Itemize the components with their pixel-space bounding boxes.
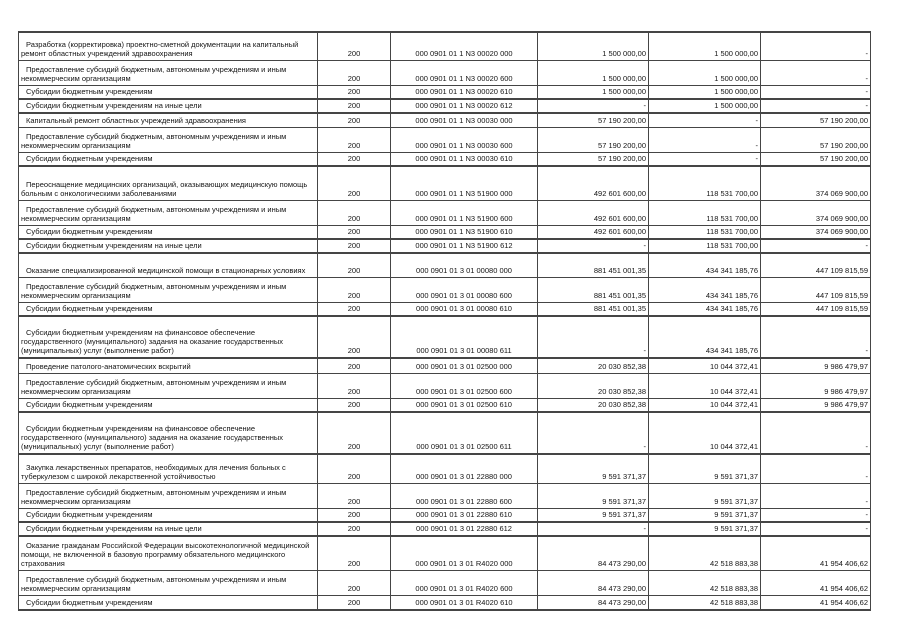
row-amount-3: - bbox=[761, 522, 871, 536]
row-amount-1: - bbox=[538, 316, 649, 358]
row-amount-3: 41 954 406,62 bbox=[761, 595, 871, 610]
row-description: Предоставление субсидий бюджетным, автономным учреждениям и иным некоммерческим организациям bbox=[19, 128, 318, 153]
row-amount-1: 881 451 001,35 bbox=[538, 253, 649, 278]
row-amount-2: 434 341 185,76 bbox=[649, 278, 761, 303]
table-row bbox=[19, 373, 871, 398]
row-description: Разработка (корректировка) проектно-сметной документации на капитальный ремонт областных учреждений здравоохранения bbox=[19, 32, 318, 60]
table-row bbox=[19, 200, 871, 225]
table-row bbox=[19, 253, 871, 278]
row-amount-1: 881 451 001,35 bbox=[538, 303, 649, 317]
row-amount-3: 374 069 900,00 bbox=[761, 166, 871, 200]
row-amount-1: 57 190 200,00 bbox=[538, 128, 649, 153]
row-description: Субсидии бюджетным учреждениям на иные цели bbox=[19, 522, 318, 536]
table-row bbox=[19, 113, 871, 128]
row-amount-3: - bbox=[761, 484, 871, 509]
row-amount-3: - bbox=[761, 60, 871, 85]
table-row bbox=[19, 128, 871, 153]
row-description: Субсидии бюджетным учреждениям на иные цели bbox=[19, 99, 318, 113]
table-row bbox=[19, 166, 871, 200]
row-description: Предоставление субсидий бюджетным, автономным учреждениям и иным некоммерческим организациям bbox=[19, 60, 318, 85]
table-row bbox=[19, 85, 871, 99]
row-line-code: 200 bbox=[318, 166, 391, 200]
row-amount-3: - bbox=[761, 32, 871, 60]
row-amount-1: 84 473 290,00 bbox=[538, 595, 649, 610]
row-line-code: 200 bbox=[318, 358, 391, 373]
table-row bbox=[19, 303, 871, 317]
table-row bbox=[19, 509, 871, 523]
row-amount-2: 42 518 883,38 bbox=[649, 595, 761, 610]
row-amount-3: - bbox=[761, 454, 871, 484]
table-row bbox=[19, 454, 871, 484]
row-kbk-code: 000 0901 01 1 N3 00020 000 bbox=[391, 32, 538, 60]
row-line-code: 200 bbox=[318, 128, 391, 153]
row-kbk-code: 000 0901 01 3 01 00080 610 bbox=[391, 303, 538, 317]
row-description: Предоставление субсидий бюджетным, автономным учреждениям и иным некоммерческим организациям bbox=[19, 570, 318, 595]
row-line-code: 200 bbox=[318, 113, 391, 128]
row-amount-2: 42 518 883,38 bbox=[649, 570, 761, 595]
row-kbk-code: 000 0901 01 1 N3 51900 610 bbox=[391, 225, 538, 239]
row-amount-1: - bbox=[538, 99, 649, 113]
row-amount-1: 492 601 600,00 bbox=[538, 200, 649, 225]
row-amount-2: 9 591 371,37 bbox=[649, 454, 761, 484]
row-kbk-code: 000 0901 01 3 01 00080 000 bbox=[391, 253, 538, 278]
row-description: Предоставление субсидий бюджетным, автономным учреждениям и иным некоммерческим организациям bbox=[19, 484, 318, 509]
row-line-code: 200 bbox=[318, 239, 391, 253]
row-amount-3: 57 190 200,00 bbox=[761, 128, 871, 153]
row-amount-3: 57 190 200,00 bbox=[761, 113, 871, 128]
row-amount-1: 1 500 000,00 bbox=[538, 60, 649, 85]
row-description: Оказание гражданам Российской Федерации высокотехнологичной медицинской помощи, не включенной в базовую программу обязательного медицинского страхования bbox=[19, 536, 318, 570]
row-amount-1: 881 451 001,35 bbox=[538, 278, 649, 303]
row-amount-2: 9 591 371,37 bbox=[649, 522, 761, 536]
table-row bbox=[19, 316, 871, 358]
row-amount-1: 84 473 290,00 bbox=[538, 536, 649, 570]
row-description: Субсидии бюджетным учреждениям bbox=[19, 153, 318, 167]
row-amount-2: 10 044 372,41 bbox=[649, 412, 761, 454]
table-row bbox=[19, 570, 871, 595]
row-amount-2: 10 044 372,41 bbox=[649, 358, 761, 373]
row-kbk-code: 000 0901 01 3 01 R4020 000 bbox=[391, 536, 538, 570]
row-line-code: 200 bbox=[318, 412, 391, 454]
row-amount-3: - bbox=[761, 316, 871, 358]
row-amount-2: 118 531 700,00 bbox=[649, 225, 761, 239]
row-amount-3: 41 954 406,62 bbox=[761, 536, 871, 570]
row-amount-1: 9 591 371,37 bbox=[538, 509, 649, 523]
row-kbk-code: 000 0901 01 3 01 22880 600 bbox=[391, 484, 538, 509]
row-kbk-code: 000 0901 01 1 N3 00020 612 bbox=[391, 99, 538, 113]
row-amount-2: 434 341 185,76 bbox=[649, 303, 761, 317]
row-amount-3: - bbox=[761, 412, 871, 454]
row-line-code: 200 bbox=[318, 303, 391, 317]
row-amount-2: 434 341 185,76 bbox=[649, 316, 761, 358]
row-line-code: 200 bbox=[318, 536, 391, 570]
row-line-code: 200 bbox=[318, 60, 391, 85]
row-amount-1: 492 601 600,00 bbox=[538, 166, 649, 200]
row-line-code: 200 bbox=[318, 225, 391, 239]
row-kbk-code: 000 0901 01 3 01 02500 611 bbox=[391, 412, 538, 454]
row-description: Субсидии бюджетным учреждениям bbox=[19, 595, 318, 610]
row-amount-1: 20 030 852,38 bbox=[538, 358, 649, 373]
row-amount-1: 20 030 852,38 bbox=[538, 398, 649, 412]
row-kbk-code: 000 0901 01 1 N3 51900 600 bbox=[391, 200, 538, 225]
row-amount-3: 374 069 900,00 bbox=[761, 225, 871, 239]
row-kbk-code: 000 0901 01 1 N3 00030 000 bbox=[391, 113, 538, 128]
row-amount-3: 447 109 815,59 bbox=[761, 253, 871, 278]
table-row bbox=[19, 595, 871, 610]
row-amount-2: 10 044 372,41 bbox=[649, 373, 761, 398]
row-amount-2: - bbox=[649, 128, 761, 153]
row-amount-1: 57 190 200,00 bbox=[538, 113, 649, 128]
row-amount-1: 1 500 000,00 bbox=[538, 32, 649, 60]
row-line-code: 200 bbox=[318, 373, 391, 398]
row-amount-1: 1 500 000,00 bbox=[538, 85, 649, 99]
row-amount-3: 41 954 406,62 bbox=[761, 570, 871, 595]
row-amount-2: 9 591 371,37 bbox=[649, 484, 761, 509]
row-line-code: 200 bbox=[318, 316, 391, 358]
row-amount-3: - bbox=[761, 239, 871, 253]
row-amount-2: 10 044 372,41 bbox=[649, 398, 761, 412]
row-amount-2: - bbox=[649, 113, 761, 128]
row-kbk-code: 000 0901 01 1 N3 00030 600 bbox=[391, 128, 538, 153]
row-kbk-code: 000 0901 01 3 01 22880 000 bbox=[391, 454, 538, 484]
row-amount-3: 374 069 900,00 bbox=[761, 200, 871, 225]
row-amount-2: 118 531 700,00 bbox=[649, 166, 761, 200]
row-amount-2: 42 518 883,38 bbox=[649, 536, 761, 570]
row-line-code: 200 bbox=[318, 200, 391, 225]
row-amount-2: 1 500 000,00 bbox=[649, 60, 761, 85]
row-kbk-code: 000 0901 01 3 01 00080 611 bbox=[391, 316, 538, 358]
row-description: Переоснащение медицинских организаций, оказывающих медицинскую помощь больным с онкологическими заболеваниями bbox=[19, 166, 318, 200]
row-description: Субсидии бюджетным учреждениям на иные цели bbox=[19, 239, 318, 253]
row-kbk-code: 000 0901 01 3 01 22880 610 bbox=[391, 509, 538, 523]
row-amount-3: - bbox=[761, 85, 871, 99]
row-line-code: 200 bbox=[318, 522, 391, 536]
row-kbk-code: 000 0901 01 3 01 02500 000 bbox=[391, 358, 538, 373]
row-amount-1: - bbox=[538, 239, 649, 253]
row-description: Субсидии бюджетным учреждениям bbox=[19, 303, 318, 317]
row-amount-1: 492 601 600,00 bbox=[538, 225, 649, 239]
table-row bbox=[19, 278, 871, 303]
row-description: Субсидии бюджетным учреждениям bbox=[19, 398, 318, 412]
row-line-code: 200 bbox=[318, 484, 391, 509]
row-description: Субсидии бюджетным учреждениям на финансовое обеспечение государственного (муниципального) задания на оказание государственных (муниципальных) услуг (выполнение работ) bbox=[19, 316, 318, 358]
row-kbk-code: 000 0901 01 3 01 R4020 600 bbox=[391, 570, 538, 595]
row-amount-3: - bbox=[761, 509, 871, 523]
row-line-code: 200 bbox=[318, 99, 391, 113]
row-description: Проведение патолого-анатомических вскрытий bbox=[19, 358, 318, 373]
row-amount-2: 1 500 000,00 bbox=[649, 99, 761, 113]
table-row bbox=[19, 32, 871, 60]
row-amount-3: 447 109 815,59 bbox=[761, 303, 871, 317]
row-amount-2: 118 531 700,00 bbox=[649, 200, 761, 225]
row-line-code: 200 bbox=[318, 398, 391, 412]
row-amount-3: 9 986 479,97 bbox=[761, 398, 871, 412]
row-line-code: 200 bbox=[318, 32, 391, 60]
row-line-code: 200 bbox=[318, 570, 391, 595]
row-kbk-code: 000 0901 01 1 N3 00030 610 bbox=[391, 153, 538, 167]
row-amount-1: - bbox=[538, 522, 649, 536]
table-row bbox=[19, 99, 871, 113]
row-kbk-code: 000 0901 01 1 N3 51900 612 bbox=[391, 239, 538, 253]
row-kbk-code: 000 0901 01 3 01 R4020 610 bbox=[391, 595, 538, 610]
row-amount-1: 57 190 200,00 bbox=[538, 153, 649, 167]
row-amount-2: 1 500 000,00 bbox=[649, 85, 761, 99]
row-description: Предоставление субсидий бюджетным, автономным учреждениям и иным некоммерческим организациям bbox=[19, 278, 318, 303]
row-amount-2: 1 500 000,00 bbox=[649, 32, 761, 60]
row-kbk-code: 000 0901 01 3 01 22880 612 bbox=[391, 522, 538, 536]
table-row bbox=[19, 60, 871, 85]
row-amount-3: - bbox=[761, 99, 871, 113]
row-amount-1: 84 473 290,00 bbox=[538, 570, 649, 595]
table-row bbox=[19, 153, 871, 167]
row-amount-3: 9 986 479,97 bbox=[761, 358, 871, 373]
table-row bbox=[19, 239, 871, 253]
row-line-code: 200 bbox=[318, 509, 391, 523]
row-description: Субсидии бюджетным учреждениям bbox=[19, 85, 318, 99]
row-line-code: 200 bbox=[318, 153, 391, 167]
row-kbk-code: 000 0901 01 3 01 00080 600 bbox=[391, 278, 538, 303]
row-line-code: 200 bbox=[318, 85, 391, 99]
table-row bbox=[19, 484, 871, 509]
row-description: Субсидии бюджетным учреждениям на финансовое обеспечение государственного (муниципального) задания на оказание государственных (муниципальных) услуг (выполнение работ) bbox=[19, 412, 318, 454]
table-row bbox=[19, 358, 871, 373]
row-amount-3: 57 190 200,00 bbox=[761, 153, 871, 167]
row-line-code: 200 bbox=[318, 595, 391, 610]
row-description: Оказание специализированной медицинской помощи в стационарных условиях bbox=[19, 253, 318, 278]
row-description: Капитальный ремонт областных учреждений здравоохранения bbox=[19, 113, 318, 128]
row-description: Субсидии бюджетным учреждениям bbox=[19, 509, 318, 523]
table-row bbox=[19, 522, 871, 536]
row-description: Предоставление субсидий бюджетным, автономным учреждениям и иным некоммерческим организациям bbox=[19, 200, 318, 225]
row-amount-2: 9 591 371,37 bbox=[649, 509, 761, 523]
row-description: Субсидии бюджетным учреждениям bbox=[19, 225, 318, 239]
row-amount-2: - bbox=[649, 153, 761, 167]
row-kbk-code: 000 0901 01 1 N3 00020 610 bbox=[391, 85, 538, 99]
row-amount-1: 9 591 371,37 bbox=[538, 484, 649, 509]
row-amount-1: - bbox=[538, 412, 649, 454]
row-amount-3: 9 986 479,97 bbox=[761, 373, 871, 398]
row-description: Закупка лекарственных препаратов, необходимых для лечения больных с туберкулезом с широкой лекарственной устойчивостью bbox=[19, 454, 318, 484]
row-amount-1: 20 030 852,38 bbox=[538, 373, 649, 398]
row-description: Предоставление субсидий бюджетным, автономным учреждениям и иным некоммерческим организациям bbox=[19, 373, 318, 398]
row-kbk-code: 000 0901 01 3 01 02500 600 bbox=[391, 373, 538, 398]
row-kbk-code: 000 0901 01 3 01 02500 610 bbox=[391, 398, 538, 412]
table-row bbox=[19, 412, 871, 454]
row-amount-2: 118 531 700,00 bbox=[649, 239, 761, 253]
row-line-code: 200 bbox=[318, 278, 391, 303]
row-amount-1: 9 591 371,37 bbox=[538, 454, 649, 484]
table-row bbox=[19, 398, 871, 412]
table-row bbox=[19, 536, 871, 570]
row-line-code: 200 bbox=[318, 454, 391, 484]
row-kbk-code: 000 0901 01 1 N3 51900 000 bbox=[391, 166, 538, 200]
row-amount-2: 434 341 185,76 bbox=[649, 253, 761, 278]
row-kbk-code: 000 0901 01 1 N3 00020 600 bbox=[391, 60, 538, 85]
table-row bbox=[19, 225, 871, 239]
budget-execution-table bbox=[18, 31, 871, 611]
row-amount-3: 447 109 815,59 bbox=[761, 278, 871, 303]
row-line-code: 200 bbox=[318, 253, 391, 278]
budget-table-body bbox=[19, 32, 871, 610]
